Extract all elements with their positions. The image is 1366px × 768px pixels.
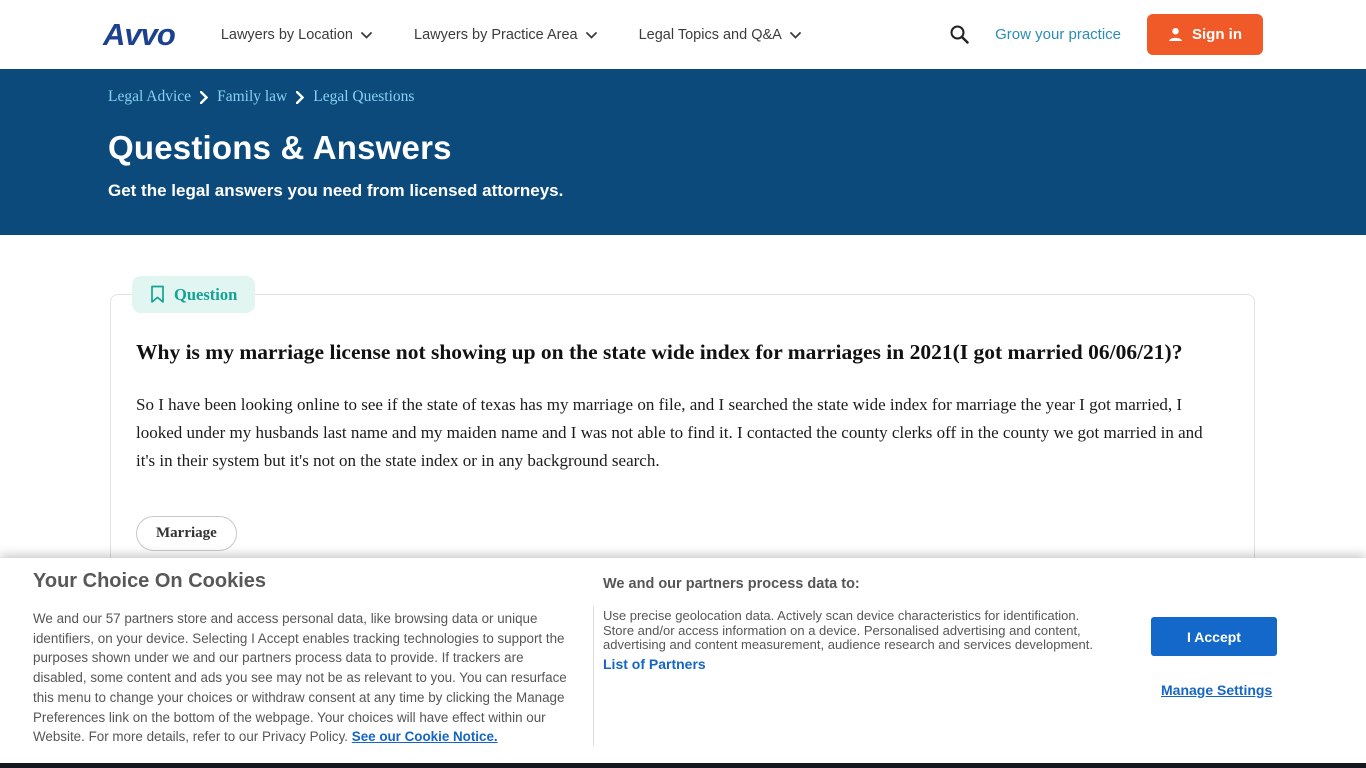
sign-in-label: Sign in [1192, 26, 1242, 43]
question-title: Why is my marriage license not showing up on the state wide index for marriages in 2021(I got married 06/06/21)? [136, 340, 1183, 364]
avvo-logo[interactable]: Avvo [103, 16, 175, 52]
nav-item-label: Lawyers by Location [220, 26, 353, 43]
cookie-notice-link[interactable]: See our Cookie Notice. [351, 729, 498, 745]
nav-item-label: Legal Topics and Q&A [638, 26, 782, 43]
breadcrumb [108, 88, 1366, 106]
chevron-right-icon [296, 91, 304, 104]
hero-banner [0, 69, 1366, 235]
breadcrumb-legal-questions[interactable]: Legal Questions [313, 88, 415, 105]
nav-legal-topics-qa[interactable] [639, 27, 801, 43]
tag-marriage[interactable]: Marriage [136, 516, 237, 551]
search-icon[interactable] [950, 25, 969, 44]
top-navigation [0, 0, 1366, 69]
chevron-down-icon [790, 32, 801, 39]
nav-right-section [950, 14, 1263, 55]
question-body: So I have been looking online to see if the state of texas has my marriage on file, and I searched the state wide index for marriage the year I got married, I looked under my husbands last name and my maiden name and I was not able to find it. I contacted the county clerks off in the county we got married in and it's in their system but it's not on the state index or in any background search. [136, 395, 1203, 470]
process-data-title: We and our partners process data to: [603, 576, 860, 592]
process-data-text: Use precise geolocation data. Actively scan device characteristics for identification. Store and/or access information on a device. Personalised advertising and content, advertising and content measurement, audience research and services development. [603, 608, 1093, 653]
chevron-down-icon [361, 32, 372, 39]
list-of-partners-link[interactable]: List of Partners [603, 656, 706, 672]
chevron-down-icon [586, 32, 597, 39]
nav-lawyers-by-location[interactable] [221, 27, 372, 43]
manage-settings-link[interactable]: Manage Settings [1161, 682, 1273, 698]
nav-lawyers-by-practice-area[interactable] [414, 27, 597, 43]
page-title: Questions & Answers [108, 129, 452, 166]
question-badge-label: Question [174, 284, 238, 304]
page-subtitle: Get the legal answers you need from licensed attorneys. [108, 181, 564, 200]
cookie-banner-title: Your Choice On Cookies [33, 570, 266, 592]
nav-item-label: Lawyers by Practice Area [414, 26, 578, 43]
cookie-body-text: We and our 57 partners store and access personal data, like browsing data or unique identifiers, on your device. Selecting I Accept enables tracking technologies to support the purposes shown under we and our partners process data to provide. If trackers are disabled, some content and ads you see may not be as relevant to you. You can resurface this menu to change your choices or withdraw consent at any time by clicking the Manage Preferences link on the bottom of the webpage. Your choices will have effect within our Website. For more details, refer to our Privacy Policy. [33, 611, 567, 745]
breadcrumb-legal-advice[interactable]: Legal Advice [108, 88, 192, 105]
user-icon [1168, 27, 1183, 42]
grow-your-practice-link[interactable]: Grow your practice [995, 26, 1121, 43]
question-badge [132, 276, 255, 313]
i-accept-button[interactable]: I Accept [1151, 617, 1277, 656]
chevron-right-icon [200, 91, 208, 104]
bookmark-icon [150, 285, 165, 304]
bottom-bar [0, 763, 1366, 768]
sign-in-button[interactable] [1147, 14, 1263, 55]
divider [593, 606, 594, 746]
nav-menu [221, 27, 801, 43]
cookie-consent-banner [0, 558, 1366, 763]
breadcrumb-family-law[interactable]: Family law [217, 88, 288, 105]
cookie-banner-text [33, 609, 576, 747]
